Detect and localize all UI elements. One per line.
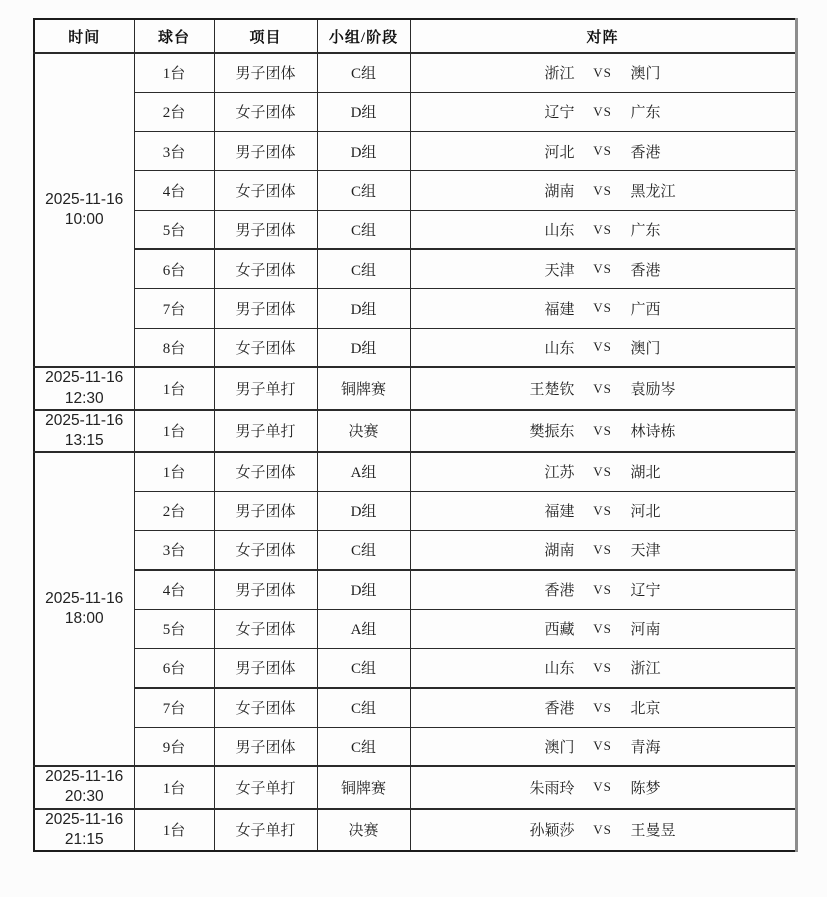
vs-label: VS bbox=[593, 581, 612, 597]
matchup bbox=[411, 819, 795, 840]
event-cell: 女子团体 bbox=[214, 249, 317, 288]
home-team: 香港 bbox=[544, 701, 575, 718]
table-number-cell: 4台 bbox=[134, 570, 214, 609]
matchup-cell bbox=[410, 171, 796, 210]
matchup-cell bbox=[410, 809, 796, 851]
table-number-cell: 1台 bbox=[134, 809, 214, 851]
stage-cell: 决赛 bbox=[317, 410, 410, 452]
matchup bbox=[411, 579, 795, 600]
table-row bbox=[34, 570, 796, 609]
matchup-cell bbox=[410, 92, 796, 131]
away-team: 王曼昱 bbox=[630, 823, 676, 840]
stage-cell: C组 bbox=[317, 688, 410, 727]
home-team: 福建 bbox=[544, 301, 575, 318]
vs-label: VS bbox=[593, 620, 612, 636]
table-row bbox=[34, 809, 796, 851]
time-label: 12:30 bbox=[64, 389, 104, 407]
header-row bbox=[34, 19, 796, 53]
stage-cell: 决赛 bbox=[317, 809, 410, 851]
table-number-cell: 7台 bbox=[134, 688, 214, 727]
vs-label: VS bbox=[593, 64, 612, 80]
home-team: 西藏 bbox=[544, 622, 575, 639]
away-team: 广东 bbox=[630, 223, 661, 240]
home-team: 澳门 bbox=[544, 739, 575, 756]
date-label: 2025-11-16 bbox=[45, 411, 124, 429]
stage-cell: D组 bbox=[317, 92, 410, 131]
home-team: 河北 bbox=[544, 144, 575, 161]
matchup bbox=[411, 697, 795, 718]
away-team: 辽宁 bbox=[630, 583, 661, 600]
time-label: 20:30 bbox=[64, 788, 104, 806]
matchup bbox=[411, 777, 795, 798]
date-label: 2025-11-16 bbox=[45, 369, 124, 387]
vs-label: VS bbox=[593, 221, 612, 237]
event-cell: 女子团体 bbox=[214, 452, 317, 491]
away-team: 黑龙江 bbox=[630, 184, 676, 201]
table-row bbox=[34, 92, 796, 131]
table-number-cell: 6台 bbox=[134, 249, 214, 288]
event-cell: 男子团体 bbox=[214, 289, 317, 328]
home-team: 孙颖莎 bbox=[529, 823, 575, 840]
vs-label: VS bbox=[593, 380, 612, 396]
stage-cell: C组 bbox=[317, 648, 410, 687]
table-number-cell: 8台 bbox=[134, 328, 214, 367]
table-row bbox=[34, 210, 796, 249]
matchup-cell bbox=[410, 328, 796, 367]
stage-cell: D组 bbox=[317, 132, 410, 171]
matchup-cell bbox=[410, 727, 796, 766]
home-team: 湖南 bbox=[544, 184, 575, 201]
away-team: 北京 bbox=[630, 701, 661, 718]
away-team: 袁励岑 bbox=[630, 382, 676, 399]
table-number-cell: 3台 bbox=[134, 132, 214, 171]
home-team: 王楚钦 bbox=[529, 382, 575, 399]
away-team: 香港 bbox=[630, 262, 661, 279]
matchup-cell bbox=[410, 766, 796, 808]
table-row bbox=[34, 410, 796, 452]
column-header-table: 球台 bbox=[134, 19, 214, 53]
table-row bbox=[34, 289, 796, 328]
matchup-cell bbox=[410, 570, 796, 609]
vs-label: VS bbox=[593, 541, 612, 557]
stage-cell: A组 bbox=[317, 609, 410, 648]
time-label: 21:15 bbox=[64, 830, 104, 848]
table-number-cell: 1台 bbox=[134, 367, 214, 409]
event-cell: 女子单打 bbox=[214, 809, 317, 851]
vs-label: VS bbox=[593, 738, 612, 754]
matchup bbox=[411, 337, 795, 358]
matchup-cell bbox=[410, 531, 796, 570]
matchup bbox=[411, 62, 795, 83]
matchup-cell bbox=[410, 132, 796, 171]
matchup-cell bbox=[410, 452, 796, 491]
matchup bbox=[411, 657, 795, 678]
table-row bbox=[34, 249, 796, 288]
vs-label: VS bbox=[593, 261, 612, 277]
schedule-table bbox=[33, 18, 798, 852]
matchup bbox=[411, 180, 795, 201]
home-team: 天津 bbox=[544, 262, 575, 279]
event-cell: 男子团体 bbox=[214, 648, 317, 687]
matchup bbox=[411, 259, 795, 280]
stage-cell: 铜牌赛 bbox=[317, 766, 410, 808]
matchup-cell bbox=[410, 688, 796, 727]
time-cell bbox=[34, 766, 134, 808]
table-row bbox=[34, 53, 796, 92]
event-cell: 女子团体 bbox=[214, 92, 317, 131]
table-number-cell: 5台 bbox=[134, 210, 214, 249]
away-team: 澳门 bbox=[630, 340, 661, 357]
table-number-cell: 7台 bbox=[134, 289, 214, 328]
schedule-body bbox=[34, 53, 796, 851]
event-cell: 女子团体 bbox=[214, 688, 317, 727]
time-cell bbox=[34, 367, 134, 409]
home-team: 山东 bbox=[544, 661, 575, 678]
away-team: 浙江 bbox=[630, 661, 661, 678]
matchup bbox=[411, 736, 795, 757]
time-cell bbox=[34, 452, 134, 766]
table-number-cell: 2台 bbox=[134, 92, 214, 131]
table-number-cell: 4台 bbox=[134, 171, 214, 210]
stage-cell: 铜牌赛 bbox=[317, 367, 410, 409]
stage-cell: D组 bbox=[317, 328, 410, 367]
away-team: 天津 bbox=[630, 543, 661, 560]
event-cell: 女子单打 bbox=[214, 766, 317, 808]
event-cell: 男子团体 bbox=[214, 210, 317, 249]
matchup bbox=[411, 420, 795, 441]
table-number-cell: 2台 bbox=[134, 491, 214, 530]
away-team: 湖北 bbox=[630, 465, 661, 482]
stage-cell: C组 bbox=[317, 727, 410, 766]
matchup bbox=[411, 461, 795, 482]
matchup bbox=[411, 298, 795, 319]
event-cell: 女子团体 bbox=[214, 171, 317, 210]
matchup-cell bbox=[410, 367, 796, 409]
vs-label: VS bbox=[593, 502, 612, 518]
event-cell: 女子团体 bbox=[214, 328, 317, 367]
away-team: 香港 bbox=[630, 144, 661, 161]
matchup bbox=[411, 101, 795, 122]
home-team: 浙江 bbox=[544, 66, 575, 83]
away-team: 陈梦 bbox=[630, 780, 661, 797]
vs-label: VS bbox=[593, 699, 612, 715]
away-team: 青海 bbox=[630, 739, 661, 756]
away-team: 林诗栋 bbox=[630, 424, 676, 441]
stage-cell: C组 bbox=[317, 171, 410, 210]
table-row bbox=[34, 648, 796, 687]
vs-label: VS bbox=[593, 659, 612, 675]
matchup bbox=[411, 219, 795, 240]
table-row bbox=[34, 609, 796, 648]
away-team: 广西 bbox=[630, 301, 661, 318]
stage-cell: D组 bbox=[317, 289, 410, 328]
date-label: 2025-11-16 bbox=[45, 768, 124, 786]
vs-label: VS bbox=[593, 300, 612, 316]
vs-label: VS bbox=[593, 339, 612, 355]
matchup-cell bbox=[410, 53, 796, 92]
event-cell: 男子单打 bbox=[214, 410, 317, 452]
event-cell: 男子团体 bbox=[214, 491, 317, 530]
home-team: 朱雨玲 bbox=[529, 780, 575, 797]
away-team: 河北 bbox=[630, 504, 661, 521]
table-number-cell: 3台 bbox=[134, 531, 214, 570]
stage-cell: A组 bbox=[317, 452, 410, 491]
table-row bbox=[34, 531, 796, 570]
stage-cell: C组 bbox=[317, 53, 410, 92]
time-cell bbox=[34, 809, 134, 851]
table-row bbox=[34, 452, 796, 491]
table-row bbox=[34, 328, 796, 367]
home-team: 山东 bbox=[544, 223, 575, 240]
event-cell: 男子团体 bbox=[214, 53, 317, 92]
matchup bbox=[411, 378, 795, 399]
table-row bbox=[34, 688, 796, 727]
column-header-time: 时间 bbox=[34, 19, 134, 53]
event-cell: 女子团体 bbox=[214, 531, 317, 570]
matchup-cell bbox=[410, 491, 796, 530]
matchup-cell bbox=[410, 289, 796, 328]
time-cell bbox=[34, 53, 134, 367]
home-team: 辽宁 bbox=[544, 105, 575, 122]
matchup-cell bbox=[410, 609, 796, 648]
table-row bbox=[34, 367, 796, 409]
vs-label: VS bbox=[593, 182, 612, 198]
column-header-event: 项目 bbox=[214, 19, 317, 53]
matchup-cell bbox=[410, 410, 796, 452]
home-team: 樊振东 bbox=[529, 424, 575, 441]
time-label: 10:00 bbox=[64, 211, 104, 229]
home-team: 湖南 bbox=[544, 543, 575, 560]
vs-label: VS bbox=[593, 821, 612, 837]
event-cell: 男子团体 bbox=[214, 132, 317, 171]
home-team: 香港 bbox=[544, 583, 575, 600]
away-team: 广东 bbox=[630, 105, 661, 122]
date-label: 2025-11-16 bbox=[45, 191, 124, 209]
date-label: 2025-11-16 bbox=[45, 589, 124, 607]
stage-cell: D组 bbox=[317, 491, 410, 530]
table-row bbox=[34, 727, 796, 766]
event-cell: 男子团体 bbox=[214, 570, 317, 609]
vs-label: VS bbox=[593, 779, 612, 795]
vs-label: VS bbox=[593, 422, 612, 438]
column-header-stage: 小组/阶段 bbox=[317, 19, 410, 53]
time-label: 18:00 bbox=[64, 610, 104, 628]
vs-label: VS bbox=[593, 103, 612, 119]
away-team: 澳门 bbox=[630, 66, 661, 83]
matchup bbox=[411, 141, 795, 162]
matchup bbox=[411, 500, 795, 521]
column-header-matchup: 对阵 bbox=[410, 19, 796, 53]
table-number-cell: 1台 bbox=[134, 452, 214, 491]
table-row bbox=[34, 132, 796, 171]
table-number-cell: 5台 bbox=[134, 609, 214, 648]
time-cell bbox=[34, 410, 134, 452]
event-cell: 男子团体 bbox=[214, 727, 317, 766]
table-number-cell: 6台 bbox=[134, 648, 214, 687]
stage-cell: C组 bbox=[317, 531, 410, 570]
home-team: 山东 bbox=[544, 340, 575, 357]
home-team: 福建 bbox=[544, 504, 575, 521]
time-label: 13:15 bbox=[64, 431, 104, 449]
table-row bbox=[34, 766, 796, 808]
date-label: 2025-11-16 bbox=[45, 810, 124, 828]
away-team: 河南 bbox=[630, 622, 661, 639]
table-number-cell: 1台 bbox=[134, 53, 214, 92]
table-row bbox=[34, 171, 796, 210]
matchup-cell bbox=[410, 648, 796, 687]
table-number-cell: 9台 bbox=[134, 727, 214, 766]
matchup bbox=[411, 618, 795, 639]
event-cell: 女子团体 bbox=[214, 609, 317, 648]
vs-label: VS bbox=[593, 143, 612, 159]
event-cell: 男子单打 bbox=[214, 367, 317, 409]
vs-label: VS bbox=[593, 463, 612, 479]
matchup bbox=[411, 539, 795, 560]
table-number-cell: 1台 bbox=[134, 766, 214, 808]
stage-cell: D组 bbox=[317, 570, 410, 609]
home-team: 江苏 bbox=[544, 465, 575, 482]
table-number-cell: 1台 bbox=[134, 410, 214, 452]
stage-cell: C组 bbox=[317, 210, 410, 249]
matchup-cell bbox=[410, 210, 796, 249]
stage-cell: C组 bbox=[317, 249, 410, 288]
matchup-cell bbox=[410, 249, 796, 288]
table-row bbox=[34, 491, 796, 530]
